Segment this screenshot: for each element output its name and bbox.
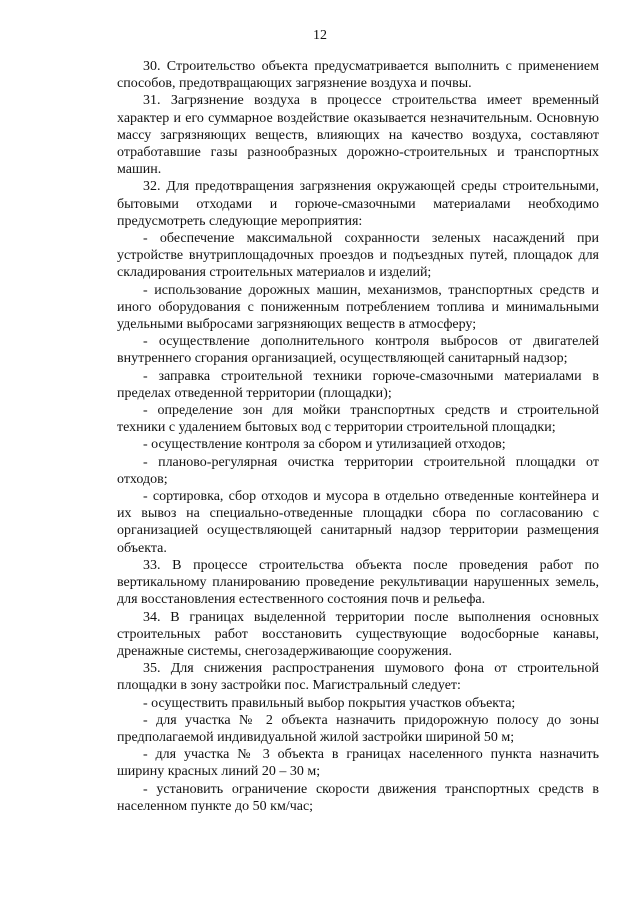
list-item: - осуществление контроля за сбором и утилизацией отходов; [143,437,506,453]
list-item: - заправка строительной техники горюче-смазочными материалами в пределах отведенной территории (площадки); [117,368,599,401]
list-item: - определение зон для мойки транспортных средств и строительной техники с удалением бытовых вод с территории строительной площадки; [117,403,599,436]
list-item: - сортировка, сбор отходов и мусора в отдельно отведенные контейнера и их вывоз на специально-отведенные площадки сбора по согласованию с организацией осуществляющей санитарный надзор территории размещения объекта. [117,489,599,556]
paragraph-30: 30. Строительство объекта предусматривается выполнить с применением способов, предотвращающих загрязнение воздуха и почвы. [117,59,599,92]
list-item: - планово-регулярная очистка территории строительной площадки от отходов; [117,454,599,487]
paragraph-31: 31. Загрязнение воздуха в процессе строительства имеет временный характер и его суммарное воздействие оказывается незначительным. Основную массу загрязняющих веществ, влияющих на качество воздуха, составляют отработавшие газы разнообразных дорожно-строительных и транспортных машин. [117,93,599,178]
list-item: - обеспечение максимальной сохранности зеленых насаждений при устройстве внутриплощадочных проездов и подъездных путей, площадок для складирования строительных материалов и изделий; [117,231,599,281]
paragraph-32: 32. Для предотвращения загрязнения окружающей среды строительными, бытовыми отходами и горюче-смазочными материалами необходимо предусмотреть следующие мероприятия: [117,179,599,229]
paragraph-35: 35. Для снижения распространения шумового фона от строительной площадки в зону застройки пос. Магистральный следует: [117,661,599,694]
list-item: - осуществить правильный выбор покрытия участков объекта; [143,695,516,711]
list-item: - осуществление дополнительного контроля выбросов от двигателей внутреннего сгорания организацией, осуществляющей санитарный надзор; [117,334,599,367]
list-item: - для участка № 3 объекта в границах населенного пункта назначить ширину красных линий 20 – 30 м; [117,747,599,780]
list-item: - для участка № 2 объекта назначить придорожную полосу до зоны предполагаемой индивидуальной жилой застройки шириной 50 м; [117,712,599,745]
page-number: 12 [313,28,327,43]
list-item: - использование дорожных машин, механизмов, транспортных средств и иного оборудования с пониженным потреблением топлива и минимальными удельными выбросами загрязняющих веществ в атмосферу; [117,282,599,333]
document-body [117,58,599,815]
paragraph-34: 34. В границах выделенной территории после выполнения основных строительных работ восстановить существующие водосборные канавы, дренажные системы, снегозадерживающие сооружения. [117,609,599,659]
paragraph-33: 33. В процессе строительства объекта после проведения работ по вертикальному планированию проведение рекультивации нарушенных земель, для восстановления естественного состояния почв и рельефа. [117,557,599,608]
list-item: - установить ограничение скорости движения транспортных средств в населенном пункте до 50 км/час; [117,781,599,814]
